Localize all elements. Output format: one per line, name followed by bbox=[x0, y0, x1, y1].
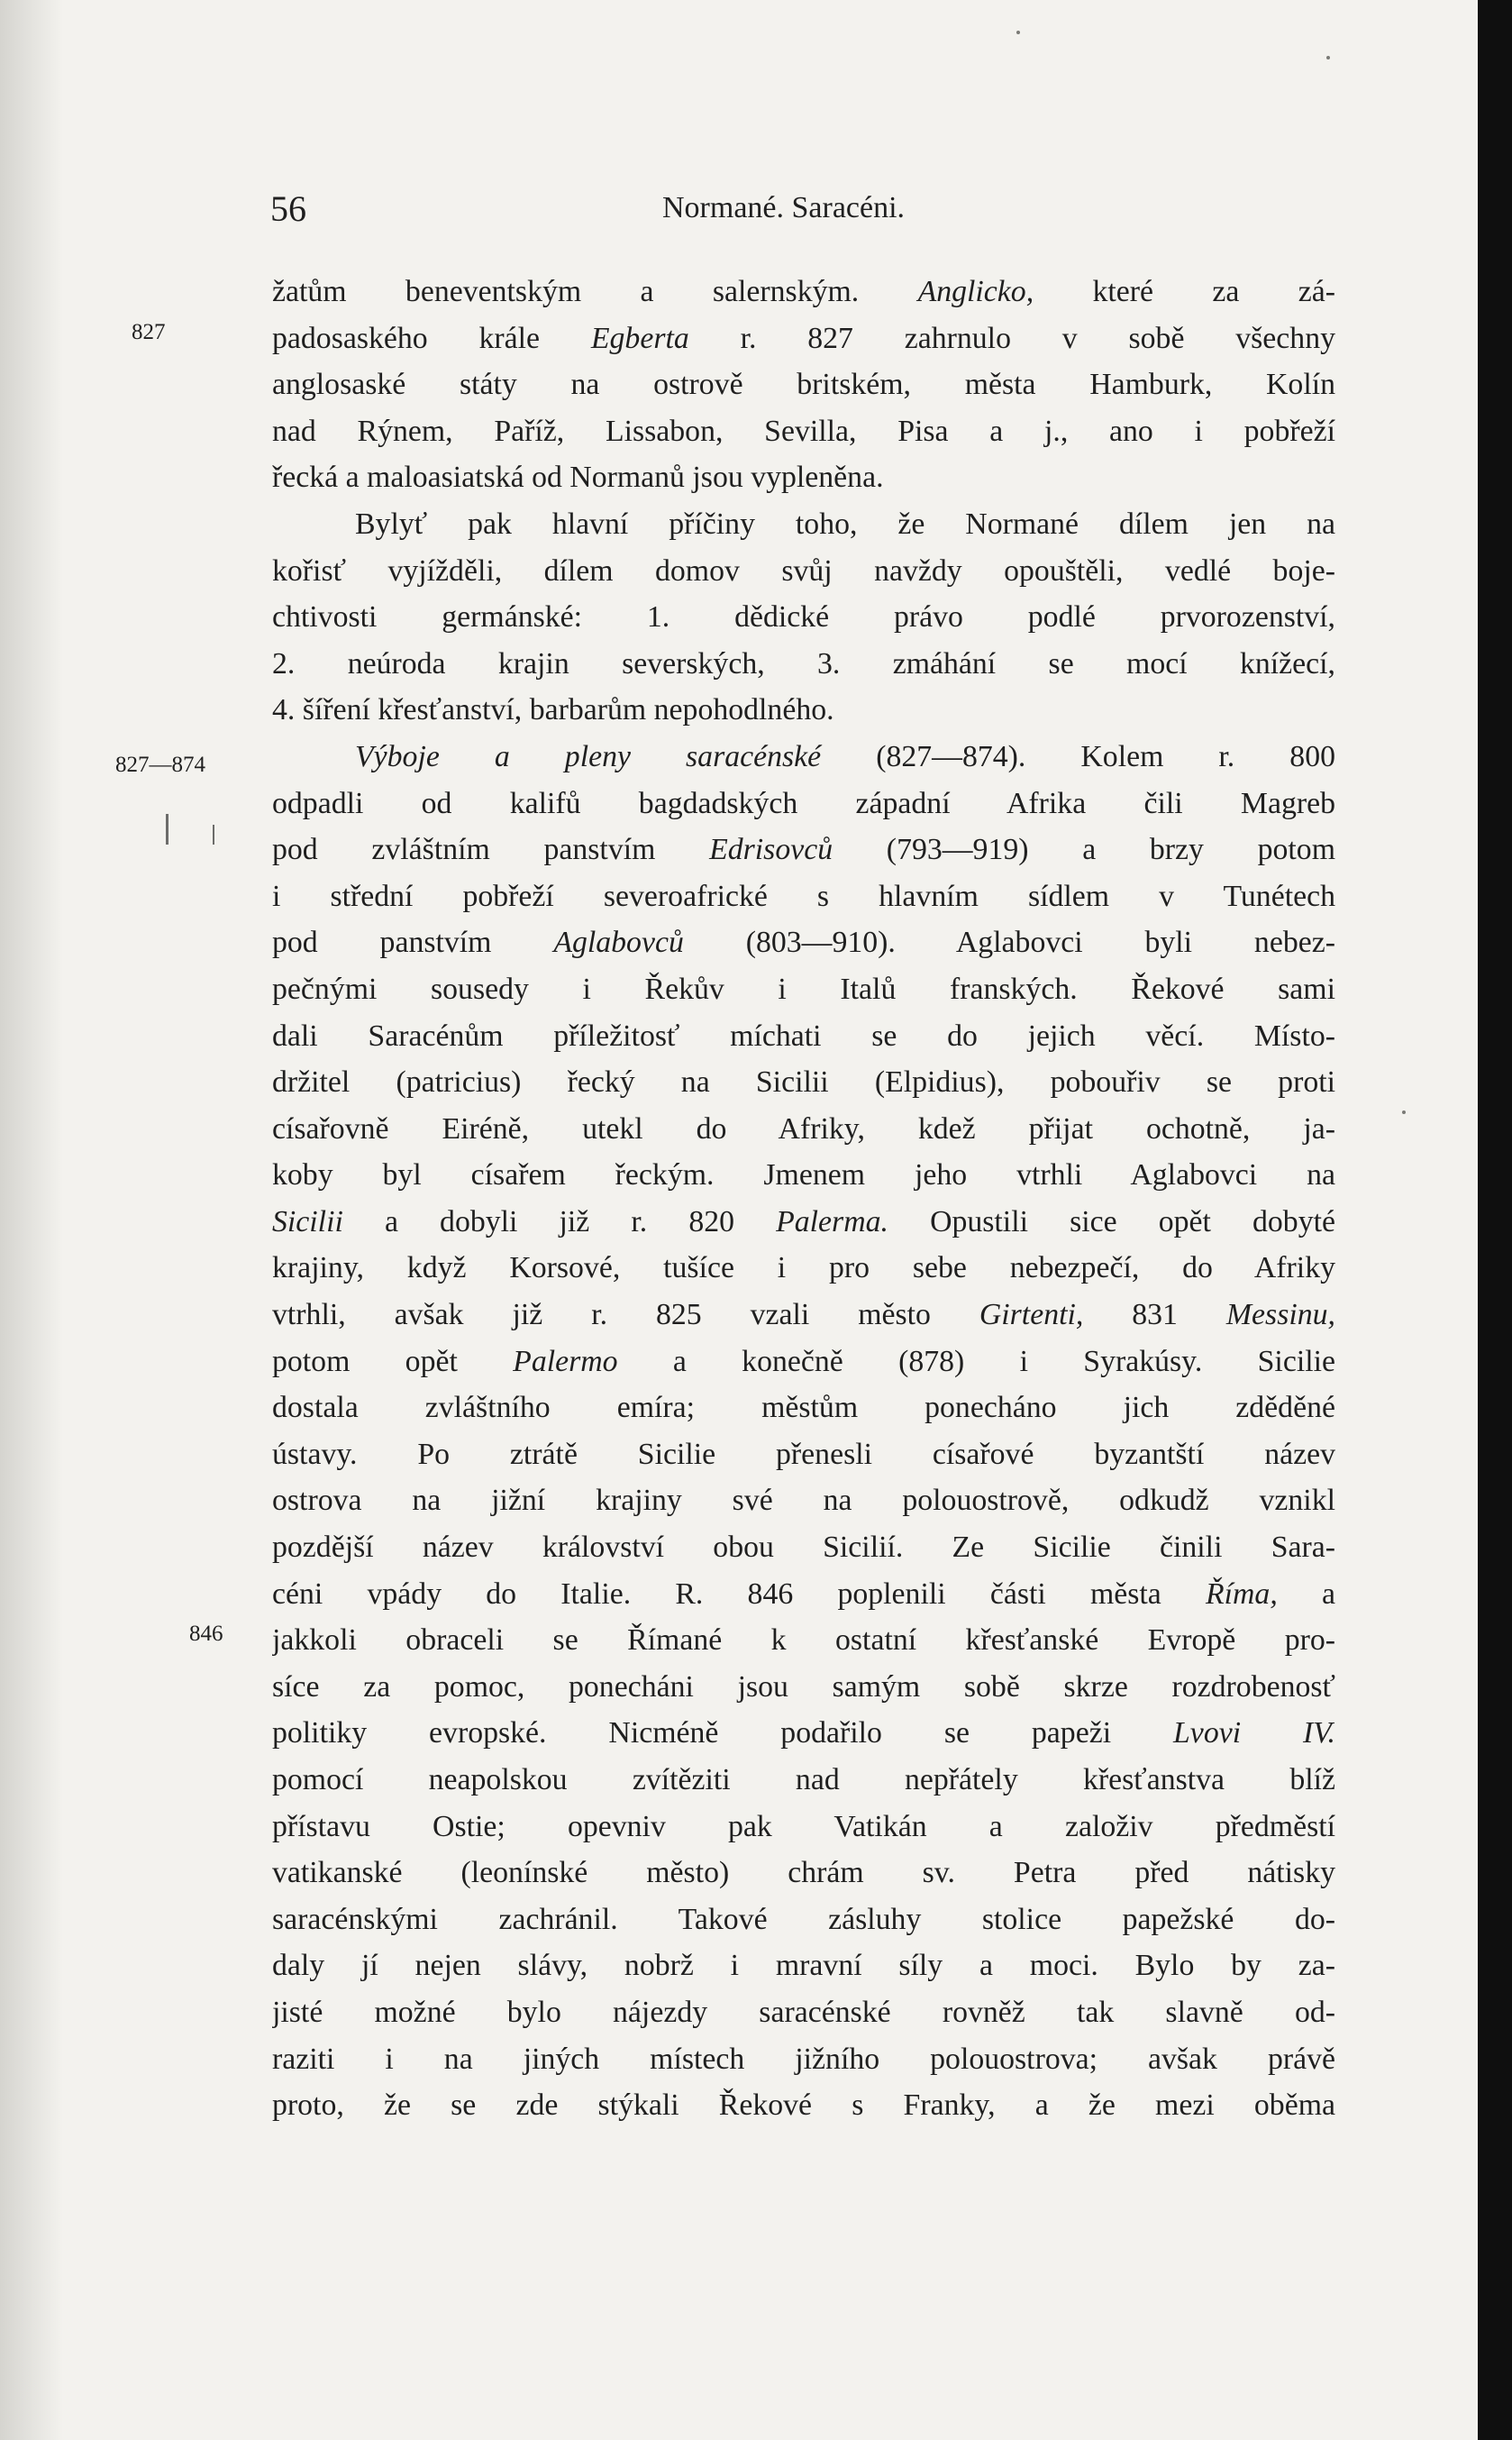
text-line bbox=[272, 1245, 1335, 1292]
text-segment: pomocí neapolskou zvítěziti nad nepřátely křesťanstva blíž bbox=[272, 1763, 1335, 1796]
text-segment: (793—919) a brzy potom bbox=[833, 833, 1335, 867]
text-line bbox=[272, 1292, 1335, 1339]
text-segment: síce za pomoc, ponecháni jsou samým sobě skrze rozdrobenosť bbox=[272, 1669, 1335, 1704]
text-segment: raziti i na jiných místech jižního polouostrova; avšak právě bbox=[272, 2042, 1335, 2076]
text-segment: 4. šíření křesťanství, barbarům nepohodlného. bbox=[272, 693, 834, 727]
page-number: 56 bbox=[270, 188, 306, 229]
text-segment: pečnými sousedy i Řekův i Italů franských. Řekové sami bbox=[272, 972, 1335, 1006]
text-line bbox=[272, 408, 1335, 455]
italic-term: Girtenti, bbox=[979, 1298, 1084, 1332]
text-segment: saracénskými zachránil. Takové zásluhy stolice papežské do- bbox=[272, 1902, 1335, 1936]
text-line bbox=[272, 734, 1335, 781]
text-segment: které za zá- bbox=[1034, 275, 1335, 308]
text-line bbox=[272, 1710, 1335, 1757]
italic-term: Messinu, bbox=[1225, 1298, 1335, 1332]
text-segment: a bbox=[1277, 1576, 1335, 1611]
text-line bbox=[272, 1013, 1335, 1060]
text-segment: chtivosti germánské: 1. dědické právo podlé prvorozenství, bbox=[272, 600, 1335, 635]
text-line bbox=[272, 2036, 1335, 2083]
text-segment: císařovně Eiréně, utekl do Afriky, kdež přijat ochotně, ja- bbox=[272, 1111, 1335, 1146]
text-segment: pod panstvím bbox=[272, 926, 554, 960]
italic-term: Palermo bbox=[513, 1344, 618, 1378]
text-segment: odpadli od kalifů bagdadských západní Afrika čili Magreb bbox=[272, 786, 1335, 820]
text-segment: potom opět bbox=[272, 1344, 514, 1378]
text-line bbox=[272, 1571, 1335, 1618]
text-line bbox=[272, 966, 1335, 1013]
text-segment: daly jí nejen slávy, nobrž i mravní síly a moci. Bylo by za- bbox=[272, 1949, 1335, 1983]
italic-term: Aglabovců bbox=[553, 926, 684, 960]
text-line bbox=[272, 454, 1335, 501]
italic-term: Říma, bbox=[1205, 1576, 1278, 1611]
text-segment: koby byl císařem řeckým. Jmenem jeho vtrhli Aglabovci na bbox=[272, 1158, 1335, 1193]
text-segment: držitel (patricius) řecký na Sicilii (Elpidius), pobouřiv se proti bbox=[272, 1065, 1335, 1100]
text-segment: politiky evropské. Nicméně podařilo se papeži bbox=[272, 1716, 1174, 1750]
text-line bbox=[272, 1106, 1335, 1153]
scan-edge bbox=[1478, 0, 1512, 2440]
text-line bbox=[272, 501, 1335, 548]
text-segment: vtrhli, avšak již r. 825 vzali město bbox=[272, 1298, 979, 1332]
text-segment: Bylyť pak hlavní příčiny toho, že Normané dílem jen na bbox=[355, 507, 1335, 541]
text-line bbox=[272, 687, 1335, 734]
margin-pencil-mark bbox=[213, 825, 214, 845]
text-line bbox=[272, 1059, 1335, 1106]
text-line bbox=[272, 1942, 1335, 1989]
text-segment: vatikanské (leonínské město) chrám sv. Petra před nátisky bbox=[272, 1856, 1335, 1890]
text-line bbox=[272, 873, 1335, 920]
text-line bbox=[272, 1989, 1335, 2036]
text-segment: a dobyli již r. 820 bbox=[342, 1204, 777, 1238]
margin-note-year: 846 bbox=[189, 1622, 223, 1646]
paper-speck bbox=[1402, 1110, 1406, 1114]
text-segment: proto, že se zde stýkali Řekové s Franky, a že mezi oběma bbox=[272, 2088, 1335, 2123]
text-segment: řecká a maloasiatská od Normanů jsou vypleněna. bbox=[272, 461, 884, 495]
text-segment: jisté možné bylo nájezdy saracénské rovněž tak slavně od- bbox=[272, 1995, 1335, 2029]
text-segment: dali Saracénům příležitosť míchati se do jejich věcí. Místo- bbox=[272, 1019, 1335, 1053]
text-line bbox=[272, 1617, 1335, 1664]
running-title: Normané. Saracéni. bbox=[662, 191, 906, 224]
text-line bbox=[272, 1524, 1335, 1571]
text-line bbox=[272, 919, 1335, 966]
text-segment: céni vpády do Italie. R. 846 poplenili části města bbox=[272, 1576, 1206, 1611]
italic-term: Anglicko, bbox=[917, 275, 1034, 308]
text-segment: kořisť vyjížděli, dílem domov svůj navždy opouštěli, vedlé boje- bbox=[272, 553, 1335, 588]
text-segment: ústavy. Po ztrátě Sicilie přenesli císařové byzantští název bbox=[272, 1437, 1335, 1471]
text-segment: a konečně (878) i Syrakúsy. Sicilie bbox=[617, 1344, 1335, 1378]
text-segment: r. 827 zahrnulo v sobě všechny bbox=[688, 321, 1335, 355]
paper-speck bbox=[1326, 56, 1330, 59]
text-line bbox=[272, 1896, 1335, 1943]
text-segment: pozdější název království obou Sicilií. Ze Sicilie činili Sara- bbox=[272, 1531, 1335, 1565]
text-line bbox=[272, 594, 1335, 641]
text-line bbox=[272, 1850, 1335, 1896]
italic-term: Sicilii bbox=[272, 1204, 343, 1238]
text-line bbox=[272, 548, 1335, 595]
text-line bbox=[272, 1431, 1335, 1478]
body-text bbox=[272, 269, 1335, 2129]
text-line bbox=[272, 2082, 1335, 2129]
italic-term: Egberta bbox=[590, 321, 689, 355]
text-line bbox=[272, 269, 1335, 315]
text-segment: krajiny, když Korsové, tušíce i pro sebe nebezpečí, do Afriky bbox=[272, 1251, 1335, 1285]
text-segment: i střední pobřeží severoafrické s hlavním sídlem v Tunétech bbox=[272, 879, 1335, 913]
text-line bbox=[272, 641, 1335, 688]
text-line bbox=[272, 1664, 1335, 1711]
text-segment: dostala zvláštního emíra; městům ponecháno jich zděděné bbox=[272, 1391, 1335, 1425]
text-segment: (803—910). Aglabovci byli nebez- bbox=[683, 926, 1335, 960]
text-segment: ostrova na jižní krajiny své na polouostrově, odkudž vznikl bbox=[272, 1484, 1335, 1518]
text-line bbox=[272, 1199, 1335, 1246]
text-line bbox=[272, 1152, 1335, 1199]
paper-speck bbox=[1016, 31, 1020, 34]
text-line bbox=[272, 1804, 1335, 1851]
text-line bbox=[272, 1339, 1335, 1385]
page-header bbox=[0, 187, 1478, 229]
text-segment: anglosaské státy na ostrově britském, města Hamburk, Kolín bbox=[272, 368, 1335, 402]
text-segment: 2. neúroda krajin severských, 3. zmáhání se mocí knížecí, bbox=[272, 646, 1335, 681]
margin-pencil-mark bbox=[166, 814, 169, 845]
text-segment: (827—874). Kolem r. 800 bbox=[821, 739, 1335, 773]
margin-note-year-range: 827—874 bbox=[115, 753, 205, 777]
italic-term: Výboje a pleny saracénské bbox=[355, 739, 822, 773]
italic-term: Palerma. bbox=[776, 1204, 888, 1238]
text-line bbox=[272, 1384, 1335, 1431]
text-line bbox=[272, 361, 1335, 408]
text-line bbox=[272, 1757, 1335, 1804]
text-line bbox=[272, 827, 1335, 873]
margin-note-year: 827 bbox=[132, 320, 166, 344]
italic-term: Edrisovců bbox=[709, 833, 833, 867]
text-segment: žatům beneventským a salernským. bbox=[272, 275, 918, 308]
text-line bbox=[272, 315, 1335, 362]
text-segment: jakkoli obraceli se Římané k ostatní křesťanské Evropě pro- bbox=[272, 1623, 1335, 1658]
text-segment: nad Rýnem, Paříž, Lissabon, Sevilla, Pisa a j., ano i pobřeží bbox=[272, 414, 1335, 448]
text-line bbox=[272, 1477, 1335, 1524]
text-segment: Opustili sice opět dobyté bbox=[888, 1204, 1335, 1238]
italic-term: Lvovi IV. bbox=[1173, 1716, 1335, 1750]
text-segment: padosaského krále bbox=[272, 321, 591, 355]
text-segment: přístavu Ostie; opevniv pak Vatikán a založiv předměstí bbox=[272, 1809, 1335, 1843]
text-segment: pod zvláštním panstvím bbox=[272, 833, 710, 867]
text-segment: 831 bbox=[1083, 1298, 1226, 1332]
text-line bbox=[272, 781, 1335, 827]
